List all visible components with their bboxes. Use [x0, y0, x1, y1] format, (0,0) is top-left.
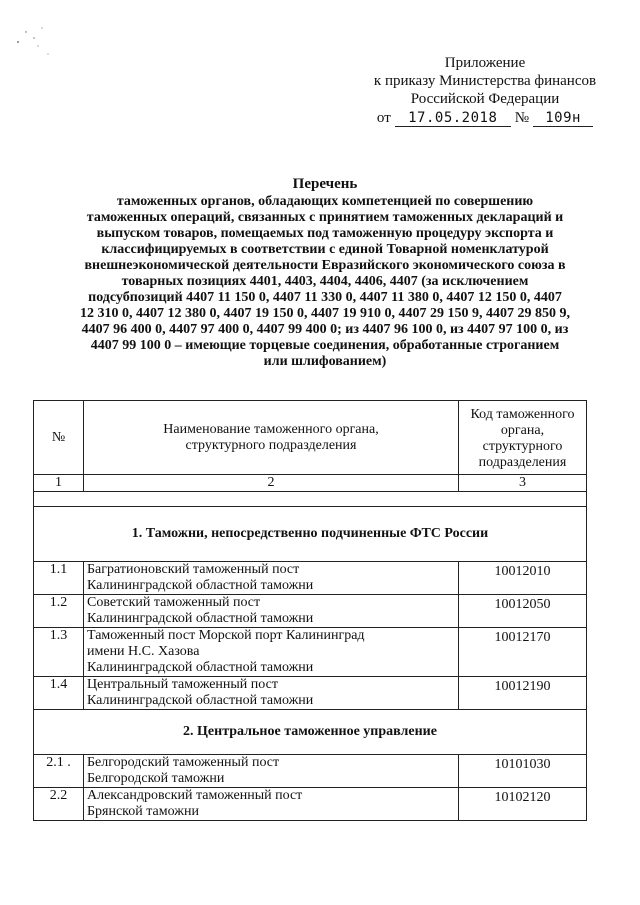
scan-specks [12, 20, 52, 60]
number-label: № [514, 110, 530, 126]
customs-table [33, 400, 587, 821]
title-line: или шлифованием) [263, 354, 387, 369]
spacer-row [34, 492, 587, 507]
title-line: 12 310 0, 4407 12 380 0, 4407 19 150 0, 4407 19 910 0, 4407 29 150 9, 4407 29 850 9, [80, 306, 570, 321]
title-heading: Перечень [292, 176, 358, 192]
header-number: № [34, 401, 84, 475]
column-number: 3 [459, 475, 587, 492]
title-line: таможенных операций, связанных с принятием таможенных деклараций и [86, 210, 564, 225]
order-number: 109н [533, 110, 593, 127]
header-name: Наименование таможенного органа, структурного подразделения [84, 401, 459, 475]
order-date-line [370, 109, 600, 127]
section-heading: 1. Таможни, непосредственно подчиненные ФТС России [34, 507, 587, 562]
title-line: 4407 96 400 0, 4407 97 400 0, 4407 99 400 0; из 4407 96 100 0, из 4407 97 100 0, из [81, 322, 569, 337]
title-line: внешнеэкономической деятельности Евразийского экономического союза в [84, 258, 566, 273]
column-number-row [34, 475, 587, 492]
title-line: 4407 99 100 0 – имеющие торцевые соединения, обработанные строганием [90, 338, 560, 353]
document-title [60, 176, 590, 370]
section-heading: 2. Центральное таможенное управление [34, 710, 587, 755]
annex-line-3: Российской Федерации [410, 91, 560, 107]
table-row: 1.4 Центральный таможенный пост Калининградской областной таможни 10012190 [34, 677, 587, 710]
title-line: таможенных органов, обладающих компетенцией по совершению [116, 194, 534, 209]
column-number: 2 [84, 475, 459, 492]
annex-line-1: Приложение [444, 55, 526, 71]
table-header-row [34, 401, 587, 475]
table-row: 2.2 Александровский таможенный пост Брянской таможни 10102120 [34, 788, 587, 821]
table-row: 1.3 Таможенный пост Морской порт Калининград имени Н.С. Хазова Калининградской областной таможни 10012170 [34, 628, 587, 677]
annex-line-2: к приказу Министерства финансов [373, 73, 597, 89]
table-row: 2.1 . Белгородский таможенный пост Белгородской таможни 10101030 [34, 755, 587, 788]
title-line: подсубпозиций 4407 11 150 0, 4407 11 330 0, 4407 11 380 0, 4407 12 150 0, 4407 [88, 290, 562, 305]
header-code: Код таможенного органа, структурного подразделения [459, 401, 587, 475]
title-line: классифицируемых в соответствии с единой Товарной номенклатурой [101, 242, 549, 257]
from-label: от [376, 110, 391, 126]
title-line: товарных позициях 4401, 4403, 4404, 4406, 4407 (за исключением [121, 274, 529, 289]
annex-header [370, 54, 600, 127]
table-row: 1.2 Советский таможенный пост Калининградской областной таможни 10012050 [34, 595, 587, 628]
title-line: выпуском товаров, помещаемых под таможенную процедуру экспорта и [96, 226, 554, 241]
order-date: 17.05.2018 [395, 110, 511, 127]
table-row: 1.1 Багратионовский таможенный пост Калининградской областной таможни 10012010 [34, 562, 587, 595]
column-number: 1 [34, 475, 84, 492]
